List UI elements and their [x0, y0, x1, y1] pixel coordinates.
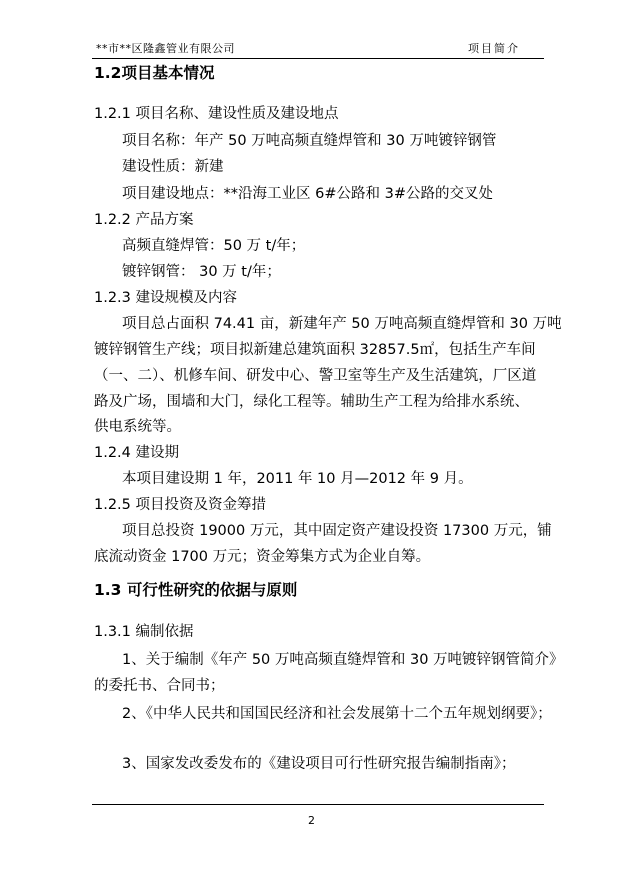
heading-1-2: 1.2项目基本情况 [94, 64, 215, 82]
basis-item-1b: 的委托书、合同书； [94, 678, 225, 694]
heading-1-2-3: 1.2.3 建设规模及内容 [94, 290, 238, 306]
basis-item-2: 2、《中华人民共和国国民经济和社会发展第十二个五年规划纲要》； [122, 706, 552, 722]
investment-line-1: 项目总投资 19000 万元，其中固定资产建设投资 17300 万元，铺 [122, 523, 552, 539]
investment-line-2: 底流动资金 1700 万元；资金筹集方式为企业自筹。 [94, 549, 431, 565]
header-divider [92, 58, 544, 59]
basis-item-1a: 1、关于编制《年产 50 万吨高频直缝焊管和 30 万吨镀锌钢管简介》 [122, 652, 564, 668]
product-welded-pipe: 高频直缝焊管：50 万 t/年； [122, 238, 306, 254]
construction-period: 本项目建设期 1 年，2011 年 10 月—2012 年 9 月。 [122, 471, 473, 487]
scale-line-2: 镀锌钢管生产线；项目拟新建总建筑面积 32857.5㎡，包括生产车间 [94, 342, 536, 358]
page-number: 2 [308, 814, 315, 827]
footer-divider [92, 804, 544, 805]
heading-1-2-1: 1.2.1 项目名称、建设性质及建设地点 [94, 106, 339, 122]
project-name: 项目名称：年产 50 万吨高频直缝焊管和 30 万吨镀锌钢管 [122, 133, 497, 149]
scale-line-3: （一、二）、机修车间、研发中心、警卫室等生产及生活建筑，厂区道 [94, 368, 537, 384]
heading-1-2-2: 1.2.2 产品方案 [94, 212, 194, 228]
heading-1-2-5: 1.2.5 项目投资及资金筹措 [94, 497, 267, 513]
project-nature: 建设性质：新建 [122, 159, 224, 175]
basis-item-3: 3、国家发改委发布的《建设项目可行性研究报告编制指南》； [122, 756, 516, 772]
heading-1-3: 1.3 可行性研究的依据与原则 [94, 581, 298, 599]
header-section: 项目简介 [468, 42, 520, 55]
header-company: **市**区隆鑫管业有限公司 [96, 42, 235, 55]
heading-1-2-4: 1.2.4 建设期 [94, 445, 180, 461]
scale-line-5: 供电系统等。 [94, 419, 181, 435]
product-galvanized-pipe: 镀锌钢管： 30 万 t/年； [122, 264, 281, 280]
heading-1-3-1: 1.3.1 编制依据 [94, 624, 194, 640]
scale-line-1: 项目总占面积 74.41 亩，新建年产 50 万吨高频直缝焊管和 30 万吨 [122, 316, 562, 332]
project-location: 项目建设地点：**沿海工业区 6#公路和 3#公路的交叉处 [122, 186, 493, 202]
scale-line-4: 路及广场，围墙和大门，绿化工程等。辅助生产工程为给排水系统、 [94, 394, 529, 410]
